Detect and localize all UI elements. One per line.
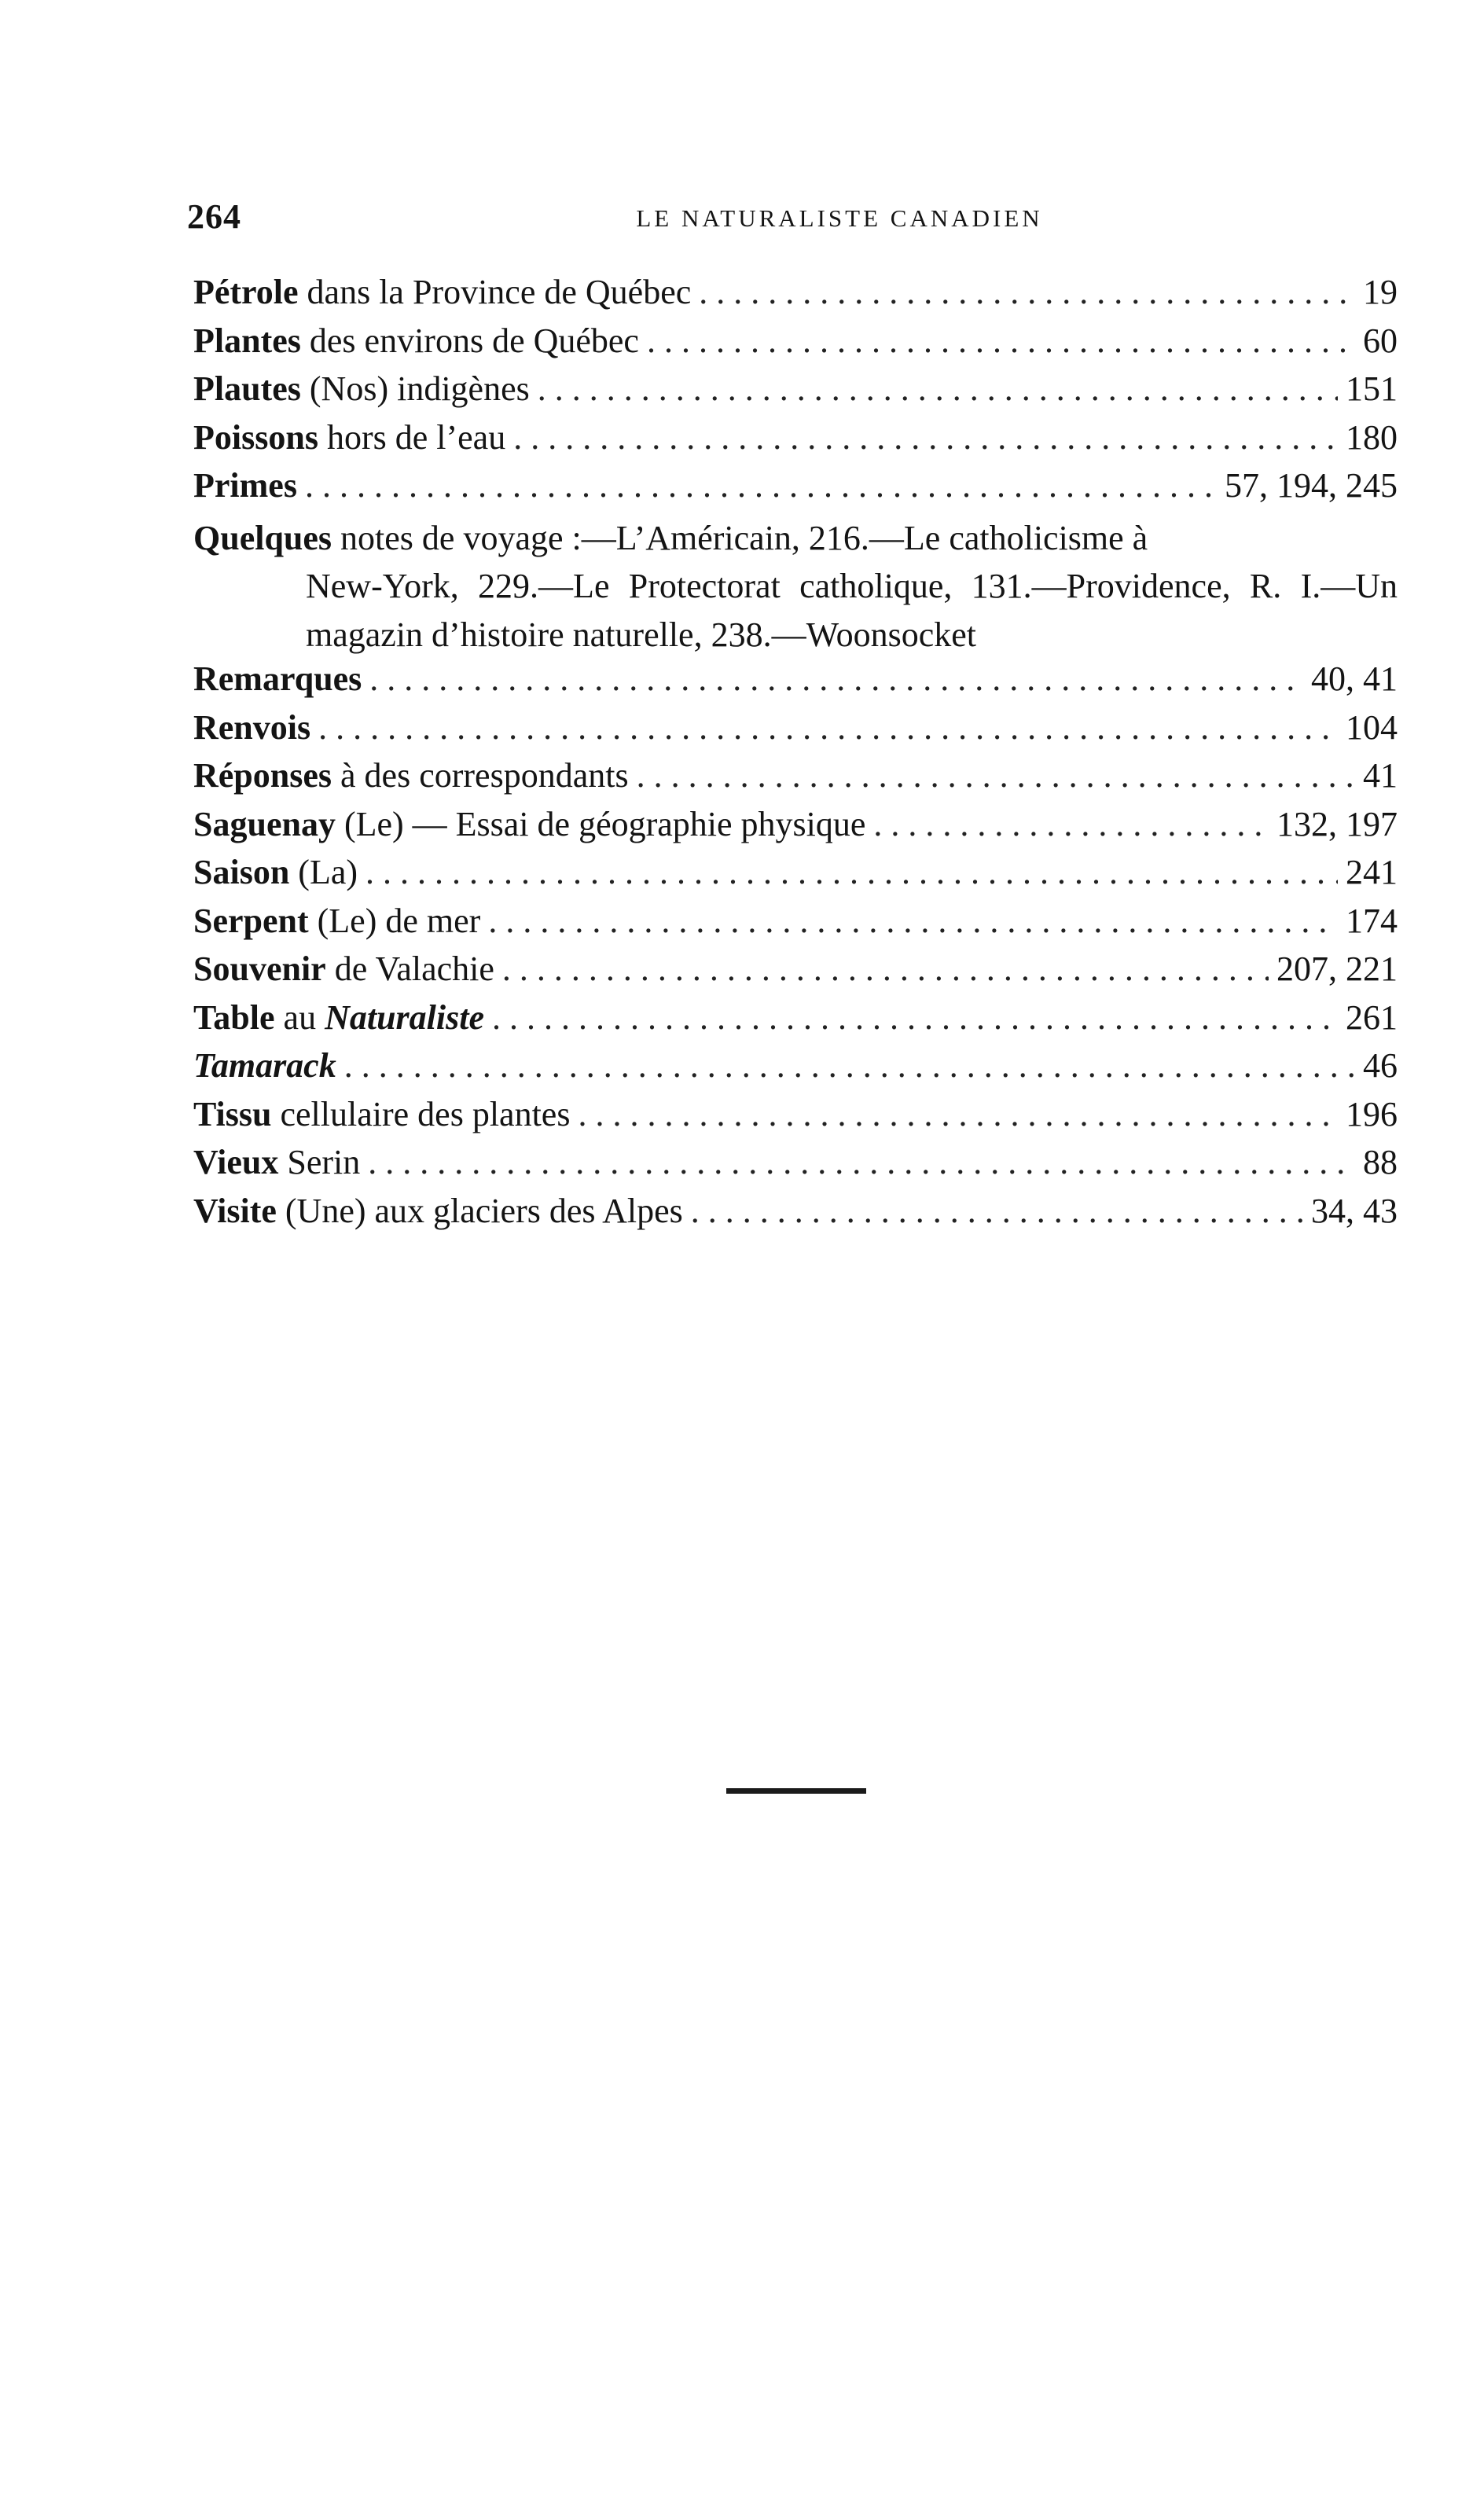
end-rule [726,1788,866,1794]
leader-dots [344,1045,1355,1086]
leader-dots [699,272,1355,312]
index-list [193,272,1398,1239]
entry-first-line [193,514,1398,563]
entry-pages: 60 [1363,321,1398,360]
index-entry [193,804,1398,853]
entry-pages: 88 [1363,1143,1398,1181]
entry-pages: 41 [1363,756,1398,795]
leader-dots [318,707,1338,748]
entry-keyword: Remarques [193,659,362,698]
entry-rest: des environs de Québec [300,321,639,360]
entry-keyword: Saguenay [193,804,336,843]
entry-italic: Naturaliste [325,997,484,1037]
entry-keyword: Plautes [193,369,301,408]
leader-dots [637,755,1355,795]
entry-rest: à des correspondants [332,756,629,795]
entry-continuation: New-York, 229.—Le Protectorat catholique, 131.—Providence, R. I.—Un magazin d’histoire naturelle, 238.—Woonsocket [306,567,1398,654]
entry-title [193,1191,683,1231]
index-entry [193,417,1398,466]
entry-pages: 46 [1363,1046,1398,1085]
entry-pages: 180 [1346,417,1398,457]
entry-pages: 261 [1346,997,1398,1037]
entry-rest: de Valachie [325,950,494,988]
index-entry-multiline [193,514,1398,659]
entry-keyword: Souvenir [193,950,326,988]
page-number: 264 [187,197,241,236]
index-entry [193,659,1398,707]
entry-title [193,949,494,989]
leader-dots [538,369,1338,409]
leader-dots [578,1094,1338,1134]
entry-title [193,901,480,941]
leader-dots [873,804,1269,844]
leader-dots [647,321,1355,361]
index-entry [193,1142,1398,1191]
index-entry [193,949,1398,997]
leader-dots [368,1142,1355,1182]
index-entry [193,707,1398,756]
index-entry [193,852,1398,901]
entry-rest: (Le) — Essai de géographie physique [335,804,866,843]
index-entry [193,272,1398,321]
entry-pages: 207, 221 [1276,950,1398,988]
entry-rest: (Une) aux glaciers des Alpes [276,1191,683,1230]
entry-rest: cellulaire des plantes [271,1094,571,1133]
entry-italic-title: Tamarack [193,1046,336,1085]
entry-keyword: Réponses [193,756,332,795]
entry-rest: (Le) de mer [308,901,481,940]
entry-title [193,272,691,312]
leader-dots [492,997,1338,1038]
leader-dots [305,465,1217,505]
entry-pages: 19 [1363,273,1398,311]
entry-keyword: Vieux [193,1143,279,1181]
entry-keyword: Pétrole [193,273,299,311]
entry-rest: (La) [289,853,358,891]
entry-pages: 241 [1346,853,1398,891]
entry-pages: 196 [1346,1094,1398,1133]
entry-keyword: Quelques [193,518,332,557]
leader-dots [691,1191,1303,1231]
leader-dots [502,949,1269,989]
entry-rest: hors de l’eau [318,417,506,457]
index-entry [193,1191,1398,1240]
entry-pages: 132, 197 [1276,804,1398,843]
entry-rest: (Nos) indigènes [300,369,530,408]
entry-pages: 57, 194, 245 [1225,466,1398,505]
entry-pages: 104 [1346,707,1398,747]
entry-rest: dans la Province de Québec [298,273,692,311]
entry-title [193,417,505,457]
entry-title [193,707,310,748]
entry-keyword: Plantes [193,321,301,360]
index-entry [193,465,1398,514]
entry-pages: 151 [1346,369,1398,408]
running-head [187,197,1398,244]
entry-title [193,369,530,409]
leader-dots [365,852,1338,892]
index-entry [193,321,1398,369]
leader-dots [369,659,1303,699]
index-entry [193,1094,1398,1143]
entry-keyword: Table [193,997,275,1037]
entry-title [193,1142,360,1182]
entry-title [193,659,362,699]
entry-keyword: Visite [193,1191,277,1230]
index-entry [193,997,1398,1046]
index-entry [193,901,1398,950]
entry-keyword: Saison [193,853,290,891]
journal-title: LE NATURALISTE CANADIEN [636,204,1043,232]
index-entry [193,369,1398,417]
entry-keyword: Primes [193,466,297,505]
entry-pages: 40, 41 [1311,659,1398,698]
leader-dots [513,417,1338,457]
entry-title [193,997,484,1038]
entry-title [193,1094,570,1134]
entry-keyword: Serpent [193,901,309,940]
entry-title [193,852,358,892]
entry-pages: 34, 43 [1311,1191,1398,1230]
entry-title [193,804,865,844]
index-entry [193,755,1398,804]
index-entry [193,1045,1398,1094]
entry-keyword: Tissu [193,1094,272,1133]
entry-pages: 174 [1346,901,1398,940]
leader-dots [488,901,1338,941]
entry-rest: notes de voyage :—L’Américain, 216.—Le catholicisme à [332,518,1148,557]
entry-title [193,1045,336,1086]
entry-title [193,755,629,795]
entry-title [193,321,639,361]
entry-keyword: Renvois [193,707,311,747]
entry-title [193,465,297,505]
entry-rest: au [274,997,325,1037]
entry-rest: Serin [278,1143,361,1181]
entry-keyword: Poissons [193,417,318,457]
